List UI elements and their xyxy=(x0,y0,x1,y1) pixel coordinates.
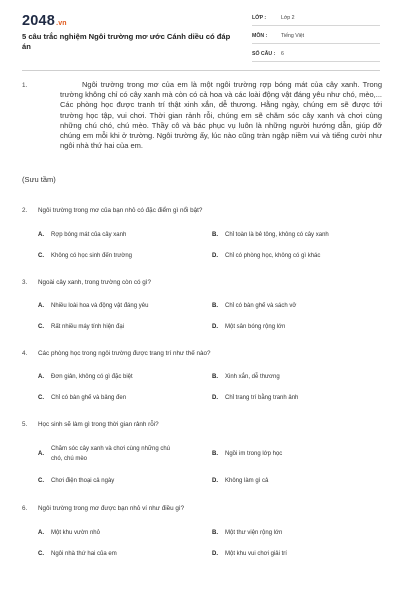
meta-key: LỚP : xyxy=(252,15,267,21)
option-text: Không làm gì cả xyxy=(225,478,269,484)
meta-value: Lớp 2 xyxy=(281,15,295,21)
option-text: Chỉ trang trí bằng tranh ảnh xyxy=(225,395,299,401)
option-text: Nhiều loài hoa và động vật đáng yêu xyxy=(51,303,149,309)
option-text: Chơi điện thoại cả ngày xyxy=(51,478,115,484)
question-number: 5. xyxy=(22,421,28,428)
header-divider xyxy=(22,70,380,71)
meta-info-panel xyxy=(252,11,380,65)
option-text: Một khu vui chơi giải trí xyxy=(225,551,287,557)
question-number: 4. xyxy=(22,350,28,357)
option-letter: B. xyxy=(212,374,218,380)
meta-value: 6 xyxy=(281,51,284,57)
option-text: Không có học sinh đến trường xyxy=(51,253,133,259)
option-text: Một thư viện rộng lớn xyxy=(225,530,283,536)
option-letter: A. xyxy=(38,303,44,309)
option-text: Ngôi nhà thứ hai của em xyxy=(51,551,117,557)
option-letter: A. xyxy=(38,451,44,457)
option-text: Ngồi im trong lớp học xyxy=(225,451,283,457)
option-letter: C. xyxy=(38,551,44,557)
option-text: Chăm sóc cây xanh và chơi cùng những chú chó, chú mèo xyxy=(51,446,171,462)
option-text: Xinh xắn, dễ thương xyxy=(225,374,280,380)
option-letter: C. xyxy=(38,395,44,401)
option-text: Một khu vườn nhỏ xyxy=(51,530,100,536)
option-letter: C. xyxy=(38,478,44,484)
option-letter: A. xyxy=(38,530,44,536)
question-text: Ngôi trường trong mơ được bạn nhỏ ví như điều gì? xyxy=(38,505,185,512)
question-text: Các phòng học trong ngôi trường được trang trí như thế nào? xyxy=(38,350,211,357)
option-letter: A. xyxy=(38,232,44,238)
option-letter: B. xyxy=(212,303,218,309)
passage-text: Ngôi trường trong mơ của em là một ngôi trường rợp bóng mát của cây xanh. Trong trường không chỉ có cây xanh mà còn có cả hoa và các loài động vật đáng yêu như chó, mèo,... Các phòng học được tranh trí thật xinh xắn, dễ thương. Hằng ngày, chúng em sẽ được tới trường học tập, vui chơi. Thời gian rảnh rỗi, chúng em sẽ chăm sóc cây xanh và chơi cùng những chú chó, chú mèo. Thầy cô và bác phục vụ luôn là những người hướng dẫn, giúp đỡ chúng em mỗi khi ở trường. Ngôi trường ấy, lúc nào cũng tràn ngập niềm vui và tiếng cười như ngôi nhà thứ hai của em. xyxy=(60,80,382,151)
meta-value: Tiếng Việt xyxy=(281,33,305,39)
option-text: Rất nhiều máy tính hiện đại xyxy=(51,324,125,330)
option-text: Chỉ toàn là bê tông, không có cây xanh xyxy=(225,232,329,238)
option-letter: B. xyxy=(212,451,218,457)
option-text: Một sân bóng rộng lớn xyxy=(225,324,286,330)
option-letter: A. xyxy=(38,374,44,380)
option-text: Chỉ có phòng học, không có gì khác xyxy=(225,253,321,259)
question-number: 1. xyxy=(22,82,28,89)
meta-row-subject xyxy=(252,29,380,44)
passage-source: (Sưu tầm) xyxy=(22,175,56,184)
option-letter: D. xyxy=(212,478,218,484)
meta-key: MÔN : xyxy=(252,33,268,39)
option-text: Chỉ có bàn ghế và bảng đen xyxy=(51,395,127,401)
option-letter: D. xyxy=(212,324,218,330)
option-text: Rợp bóng mát của cây xanh xyxy=(51,232,127,238)
option-letter: D. xyxy=(212,253,218,259)
document-title: 5 câu trắc nghiệm Ngôi trường mơ ước Cánh diều có đáp án xyxy=(22,32,231,51)
meta-row-class xyxy=(252,11,380,26)
option-text: Đơn giản, không có gì đặc biệt xyxy=(51,374,133,380)
logo-suffix: .vn xyxy=(56,20,67,27)
question-text: Học sinh sẽ làm gì trong thời gian rảnh rỗi? xyxy=(38,421,159,428)
option-letter: C. xyxy=(38,253,44,259)
question-number: 2. xyxy=(22,207,28,214)
question-text: Ngoài cây xanh, trong trường còn có gì? xyxy=(38,279,152,286)
option-letter: D. xyxy=(212,395,218,401)
passage-block xyxy=(22,80,382,184)
option-letter: C. xyxy=(38,324,44,330)
question-number: 3. xyxy=(22,279,28,286)
option-text: Chỉ có bàn ghế và sách vở xyxy=(225,303,297,309)
question-text: Ngôi trường trong mơ của bạn nhỏ có đặc điểm gì nổi bật? xyxy=(38,207,203,214)
option-letter: B. xyxy=(212,530,218,536)
option-letter: B. xyxy=(212,232,218,238)
question-number: 6. xyxy=(22,505,28,512)
option-letter: D. xyxy=(212,551,218,557)
meta-key: SỐ CÂU : xyxy=(252,51,276,57)
meta-row-question-count xyxy=(252,47,380,62)
logo-text: 2048 xyxy=(22,13,56,29)
site-logo[interactable] xyxy=(22,13,67,29)
